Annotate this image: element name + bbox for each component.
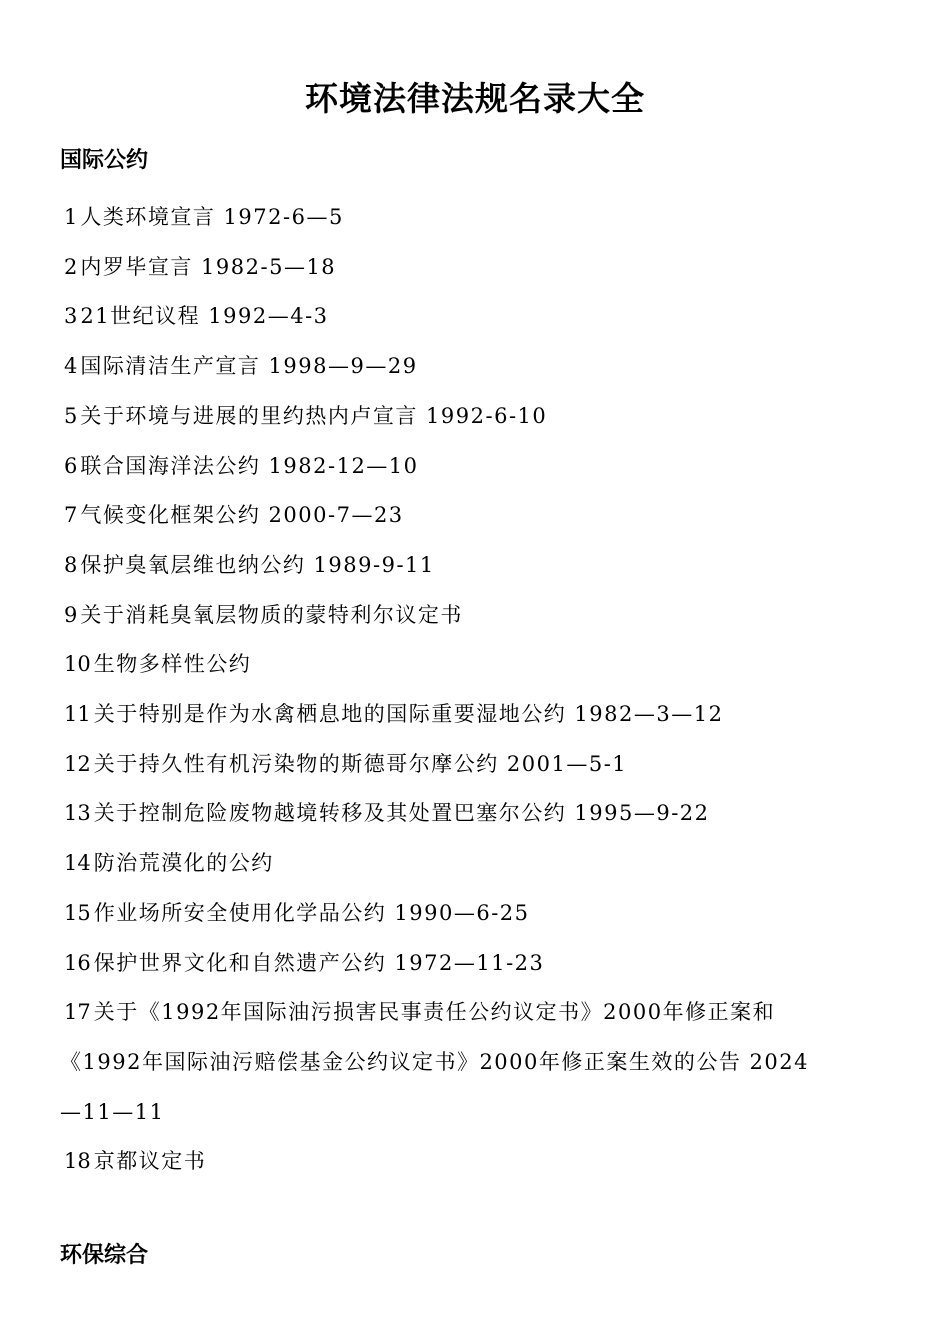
- item-text: 作业场所安全使用化学品公约 1990—6-25: [93, 900, 530, 925]
- item-number: 4: [64, 354, 78, 379]
- list-item: [60, 839, 890, 889]
- list-item: [60, 342, 890, 392]
- list-item: [60, 988, 890, 1038]
- item-number: 16: [64, 950, 91, 975]
- item-number: 7: [64, 503, 78, 528]
- list-item-continuation: [60, 1038, 890, 1088]
- list-item: [60, 591, 890, 641]
- item-text: 保护世界文化和自然遗产公约 1972—11-23: [93, 950, 545, 975]
- list-item: [60, 491, 890, 541]
- item-text: 人类环境宣言 1972-6—5: [80, 205, 344, 229]
- section-heading-international-conventions: 国际公约: [60, 148, 149, 173]
- item-number: 10: [64, 652, 91, 677]
- list-item: [60, 292, 890, 342]
- list-item: [60, 442, 890, 492]
- item-text: 关于环境与进展的里约热内卢宣言 1992-6-10: [80, 403, 548, 428]
- item-text: 关于持久性有机污染物的斯德哥尔摩公约 2001—5-1: [93, 751, 628, 776]
- international-conventions-list: [60, 193, 890, 1187]
- item-text: 关于消耗臭氧层物质的蒙特利尔议定书: [80, 602, 463, 627]
- list-item: [60, 690, 890, 740]
- item-number: 17: [64, 1000, 91, 1025]
- item-number: 3: [64, 304, 78, 329]
- item-number: 6: [64, 453, 78, 478]
- list-item-continuation: [60, 1088, 890, 1138]
- item-number: 2: [64, 254, 78, 279]
- list-item: [60, 1137, 890, 1187]
- item-text-line: 《1992年国际油污赔偿基金公约议定书》2000年修正案生效的公告 2024: [60, 1049, 810, 1074]
- list-item: [60, 889, 890, 939]
- item-text: 生物多样性公约: [93, 652, 252, 677]
- item-text: 防治荒漠化的公约: [93, 851, 274, 876]
- item-number: 15: [64, 900, 91, 925]
- list-item: [60, 740, 890, 790]
- item-text: 联合国海洋法公约 1982-12—10: [80, 453, 419, 478]
- item-number: 11: [64, 702, 91, 727]
- item-number: 13: [64, 801, 91, 826]
- item-number: 18: [64, 1149, 91, 1174]
- list-item: [60, 193, 890, 243]
- item-text: 内罗毕宣言 1982-5—18: [80, 254, 337, 279]
- item-number: 14: [64, 851, 91, 876]
- item-text-line: 关于《1992年国际油污损害民事责任公约议定书》2000年修正案和: [93, 1000, 776, 1025]
- item-text-line: —11—11: [60, 1099, 165, 1124]
- item-text: 关于控制危险废物越境转移及其处置巴塞尔公约 1995—9-22: [93, 801, 710, 826]
- list-item: [60, 640, 890, 690]
- list-item: [60, 541, 890, 591]
- list-item: [60, 939, 890, 989]
- item-text: 保护臭氧层维也纳公约 1989-9-11: [80, 552, 435, 577]
- item-text: 21世纪议程 1992—4-3: [80, 304, 329, 329]
- item-text: 关于特别是作为水禽栖息地的国际重要湿地公约 1982—3—12: [93, 702, 724, 727]
- list-item: [60, 243, 890, 293]
- item-text: 京都议定书: [93, 1149, 207, 1174]
- section-heading-environmental-general: 环保综合: [60, 1243, 149, 1268]
- item-text: 国际清洁生产宣言 1998—9—29: [80, 354, 418, 379]
- list-item: [60, 392, 890, 442]
- list-item: [60, 789, 890, 839]
- item-number: 5: [64, 403, 78, 428]
- document-title: 环境法律法规名录大全: [305, 79, 645, 118]
- item-number: 8: [64, 552, 78, 577]
- item-number: 9: [64, 602, 78, 627]
- item-number: 1: [64, 205, 78, 229]
- item-text: 气候变化框架公约 2000-7—23: [80, 503, 404, 528]
- item-number: 12: [64, 751, 91, 776]
